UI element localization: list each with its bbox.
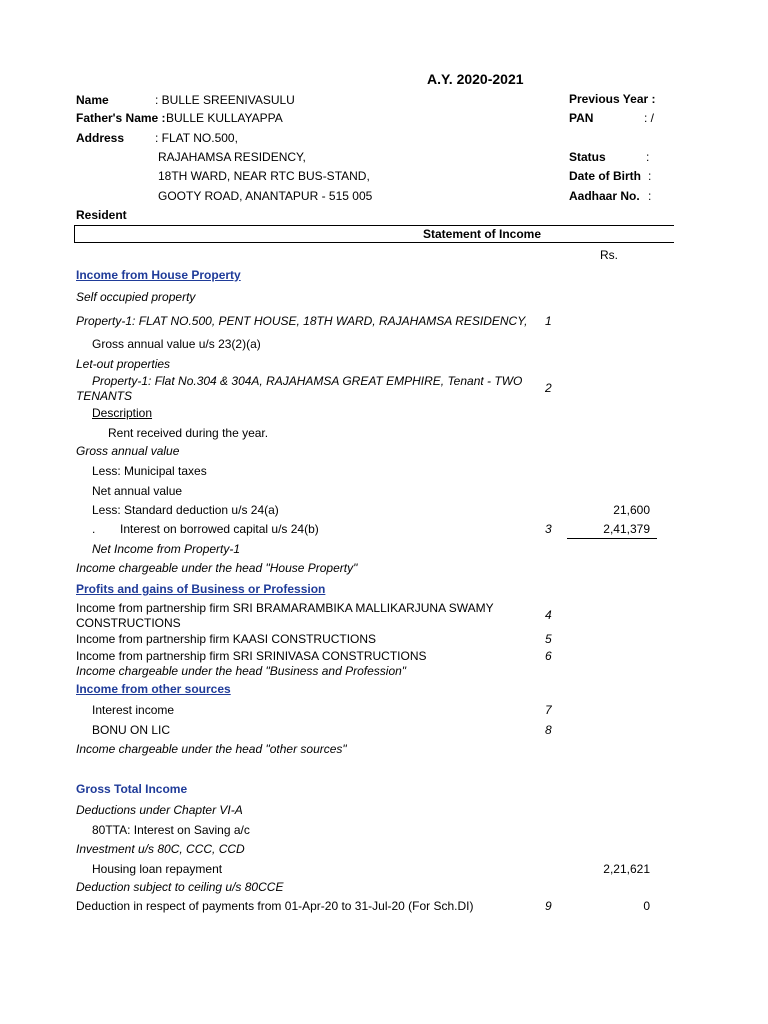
- firm-2-number: 5: [545, 632, 552, 646]
- interest-borrowed-capital: Interest on borrowed capital u/s 24(b): [120, 522, 319, 536]
- interest-amount: 2,41,379: [603, 522, 650, 536]
- aadhaar-value: :: [648, 189, 652, 203]
- dob-label: Date of Birth: [569, 169, 641, 183]
- standard-deduction: Less: Standard deduction u/s 24(a): [92, 503, 279, 517]
- net-annual-value: Net annual value: [92, 484, 183, 498]
- ceiling-80cce: Deduction subject to ceiling u/s 80CCE: [76, 880, 284, 894]
- father-name-value: BULLE KULLAYAPPA: [166, 111, 283, 125]
- net-income-property-1: Net Income from Property-1: [92, 542, 241, 556]
- let-out-property-line-1: Property-1: Flat No.304 & 304A, RAJAHAMSA GREAT EMPHIRE, Tenant - TWO: [92, 374, 523, 388]
- let-out-label: Let-out properties: [76, 357, 171, 371]
- 80tta-interest-saving: 80TTA: Interest on Saving a/c: [92, 823, 250, 837]
- standard-deduction-amount: 21,600: [613, 503, 650, 517]
- dob-value: :: [648, 169, 652, 183]
- aadhaar-label: Aadhaar No.: [569, 189, 640, 203]
- firm-2: Income from partnership firm KAASI CONSTRUCTIONS: [76, 632, 377, 646]
- let-out-property-line-2: TENANTS: [76, 389, 133, 403]
- statement-title: Statement of Income: [423, 227, 542, 241]
- address-line-3: 18TH WARD, NEAR RTC BUS-STAND,: [158, 169, 370, 183]
- address-label: Address: [76, 131, 125, 145]
- deductions-chapter-via: Deductions under Chapter VI-A: [76, 803, 243, 817]
- bonus-on-lic-number: 8: [545, 723, 552, 737]
- other-sources-chargeable: Income chargeable under the head "other sources": [76, 742, 347, 756]
- business-heading: Profits and gains of Business or Profession: [76, 582, 326, 596]
- sum-divider: [567, 538, 657, 539]
- firm-1-line-1: Income from partnership firm SRI BRAMARAMBIKA MALLIKARJUNA SWAMY: [76, 601, 494, 615]
- firm-1-number: 4: [545, 608, 552, 622]
- resident-status: Resident: [76, 208, 127, 222]
- less-municipal-taxes: Less: Municipal taxes: [92, 464, 207, 478]
- other-sources-heading: Income from other sources: [76, 682, 231, 696]
- house-property-chargeable: Income chargeable under the head "House Property": [76, 561, 358, 575]
- property-1-label: Property-1: FLAT NO.500, PENT HOUSE, 18TH WARD, RAJAHAMSA RESIDENCY,: [76, 314, 528, 328]
- payments-deduction-amount: 0: [643, 899, 650, 913]
- firm-3-number: 6: [545, 649, 552, 663]
- father-name-label: Father's Name :: [76, 111, 166, 125]
- statement-title-box: [74, 225, 674, 243]
- rent-received: Rent received during the year.: [108, 426, 269, 440]
- address-line-4: GOOTY ROAD, ANANTAPUR - 515 005: [158, 189, 373, 203]
- address-line-1: : FLAT NO.500,: [155, 131, 238, 145]
- payments-deduction-number: 9: [545, 899, 552, 913]
- interest-income-number: 7: [545, 703, 552, 717]
- let-out-property-number: 2: [545, 381, 552, 395]
- interest-dot: .: [92, 522, 96, 536]
- pan-label: PAN: [569, 111, 594, 125]
- currency-label: Rs.: [600, 248, 618, 262]
- gross-annual-value-23: Gross annual value u/s 23(2)(a): [92, 337, 261, 351]
- house-property-heading: Income from House Property: [76, 268, 241, 282]
- assessment-year: A.Y. 2020-2021: [427, 71, 524, 87]
- gross-annual-value: Gross annual value: [76, 444, 180, 458]
- address-line-2: RAJAHAMSA RESIDENCY,: [158, 150, 306, 164]
- interest-number: 3: [545, 522, 552, 536]
- previous-year-label: Previous Year :: [569, 92, 656, 106]
- business-chargeable: Income chargeable under the head "Business and Profession": [76, 664, 407, 678]
- interest-income: Interest income: [92, 703, 175, 717]
- bonus-on-lic: BONU ON LIC: [92, 723, 171, 737]
- housing-loan-amount: 2,21,621: [603, 862, 650, 876]
- status-value: :: [646, 150, 650, 164]
- firm-3: Income from partnership firm SRI SRINIVASA CONSTRUCTIONS: [76, 649, 427, 663]
- investment-80c: Investment u/s 80C, CCC, CCD: [76, 842, 245, 856]
- self-occupied-label: Self occupied property: [76, 290, 196, 304]
- status-label: Status: [569, 150, 606, 164]
- property-1-number: 1: [545, 314, 552, 328]
- gross-total-heading: Gross Total Income: [76, 782, 188, 796]
- description-label: Description: [92, 406, 153, 420]
- firm-1-line-2: CONSTRUCTIONS: [76, 616, 181, 630]
- payments-deduction: Deduction in respect of payments from 01-Apr-20 to 31-Jul-20 (For Sch.DI): [76, 899, 474, 913]
- pan-value: : /: [644, 111, 655, 125]
- name-label: Name: [76, 93, 109, 107]
- housing-loan-repayment: Housing loan repayment: [92, 862, 223, 876]
- name-value: : BULLE SREENIVASULU: [155, 93, 295, 107]
